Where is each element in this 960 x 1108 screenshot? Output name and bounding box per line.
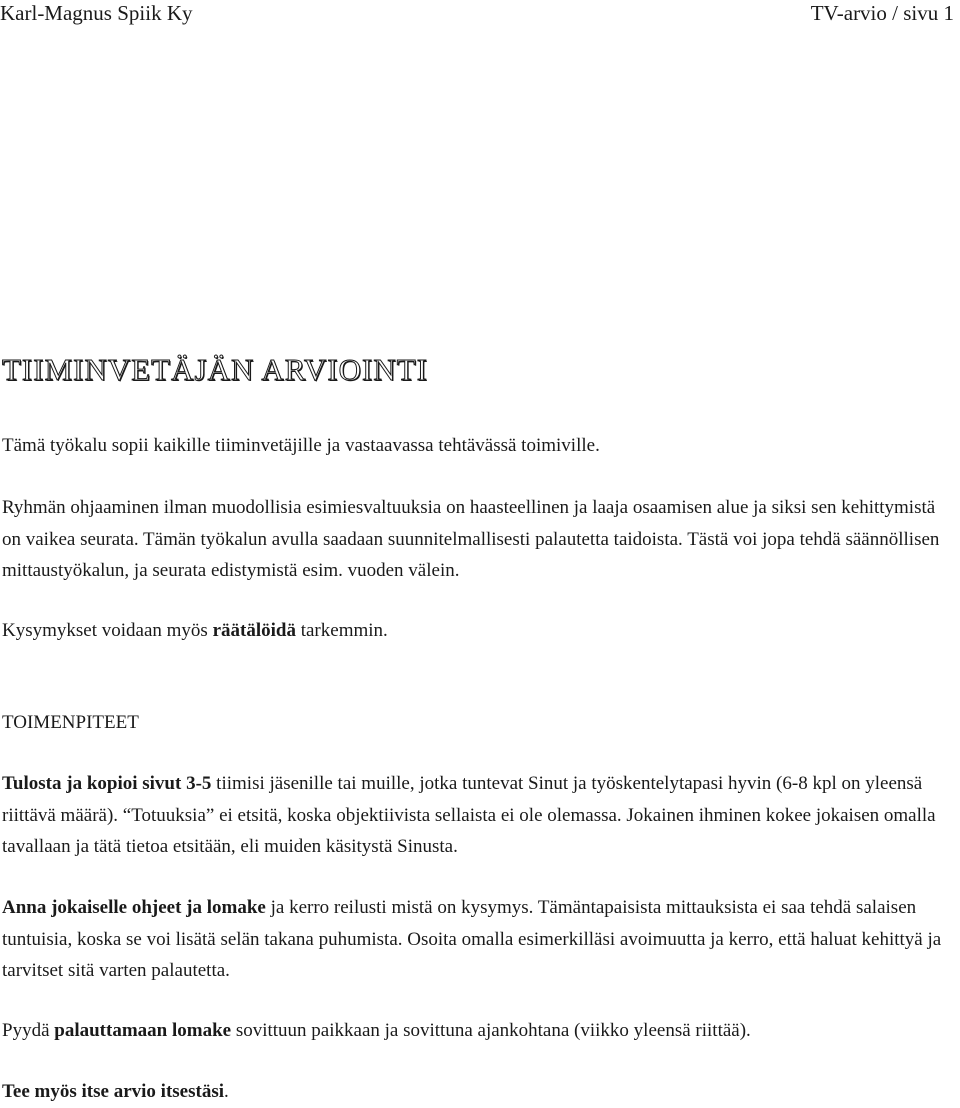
step-3-text-after: sovittuun paikkaan ja sovittuna ajankohtana (viikko yleensä riittää).	[231, 1020, 751, 1041]
step-2-bold: Anna jokaiselle ohjeet ja lomake	[2, 897, 266, 918]
customize-text-before: Kysymykset voidaan myös	[2, 620, 213, 641]
step-4-bold: Tee myös itse arvio itsestäsi	[2, 1081, 224, 1102]
step-1-paragraph	[2, 768, 952, 863]
step-3-paragraph	[2, 1015, 952, 1047]
step-2-paragraph	[2, 892, 952, 987]
document-title: TIIMINVETÄJÄN ARVIOINTI	[2, 352, 429, 387]
step-3-bold: palauttamaan lomake	[54, 1020, 232, 1041]
header-page-reference: TV-arvio / sivu 1	[810, 1, 954, 25]
header-company: Karl-Magnus Spiik Ky	[0, 1, 193, 25]
step-1-text: tiimisi jäsenille tai muille, jotka tuntevat Sinut ja työskentelytapasi hyvin (6-8 kpl on yleensä riittävä määrä). “Totuuksia” ei etsitä, koska objektiivista sellaista ei ole olemassa. Jokainen ihminen kokee jokaisen omalla tavallaan ja tätä tietoa etsitään, eli muiden käsitystä Sinusta.	[2, 773, 936, 857]
step-3-text-before: Pyydä	[2, 1020, 55, 1041]
step-4-text: .	[224, 1081, 229, 1102]
customize-bold: räätälöidä	[212, 620, 296, 641]
step-2-text: ja kerro reilusti mistä on kysymys. Tämäntapaisista mittauksista ei saa tehdä salaisen tuntuisia, koska se voi lisätä selän takana puhumista. Osoita omalla esimerkilläsi avoimuutta ja kerro, että haluat kehittyä ja tarvitset sitä varten palautetta.	[2, 897, 942, 981]
intro-paragraph: Tämä työkalu sopii kaikille tiiminvetäjille ja vastaavassa tehtävässä toimiville.	[2, 435, 600, 456]
step-1-bold: Tulosta ja kopioi sivut 3-5	[2, 773, 212, 794]
customize-paragraph	[2, 615, 952, 647]
section-heading: TOIMENPITEET	[2, 712, 139, 733]
description-paragraph: Ryhmän ohjaaminen ilman muodollisia esimiesvaltuuksia on haasteellinen ja laaja osaamisen alue ja siksi sen kehittymistä on vaikea seurata. Tämän työkalun avulla saadaan suunnitelmallisesti palautetta taidoista. Tästä voi jopa tehdä säännöllisen mittaustyökalun, ja seurata edistymistä esim. vuoden välein.	[2, 497, 940, 581]
customize-text-after: tarkemmin.	[295, 620, 388, 641]
